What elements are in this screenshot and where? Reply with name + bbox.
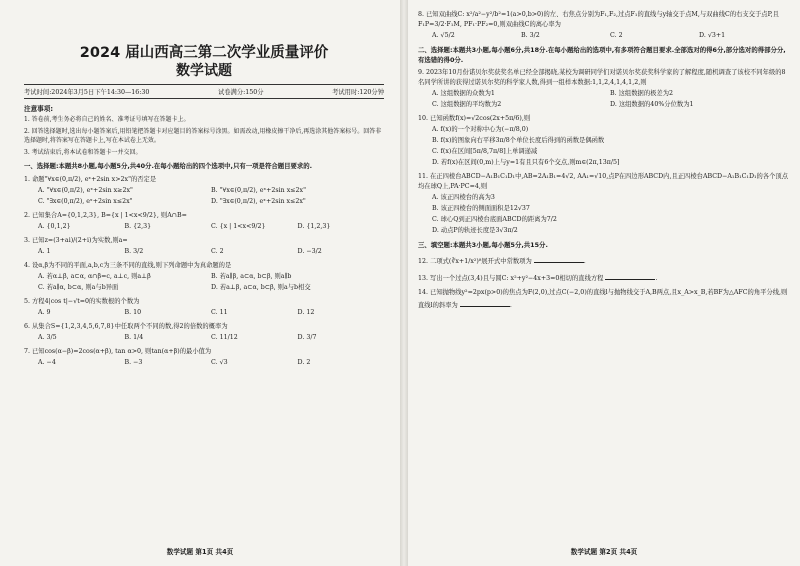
option: A. f(x)的一个对称中心为(−π/8,0) (432, 126, 529, 133)
option: C. "∃x∈(0,π/2), eˣ+2sin x≤2x" (38, 197, 133, 205)
option: D. −3/2 (297, 247, 322, 255)
option: C. 若a∥α, b⊂α, 则a与b异面 (38, 283, 119, 291)
option: A. "∀x∈(0,π/2), eˣ+2sin x≥2x" (38, 186, 133, 194)
question-6 (24, 322, 384, 343)
option: B. 1/4 (124, 333, 144, 341)
question-stem: 5. 方程4|cos t|−√t=0的实数根的个数为 (24, 297, 140, 305)
option: D. 动点P的轨迹长度是3√3π/2 (432, 227, 518, 234)
option: D. 这组数据的40%分位数为1 (610, 101, 694, 108)
exam-subtitle: 数学试题 (176, 63, 232, 79)
options-list (24, 271, 384, 293)
option: A. {0,1,2} (38, 222, 71, 230)
exam-title: 2024 届山西高三第二次学业质量评价 (79, 45, 329, 61)
question-5 (24, 297, 384, 318)
option: A. −4 (38, 358, 56, 366)
question-stem: 2. 已知集合A={0,1,2,3}, B={x | 1<x<9/2}, 则A∩B= (24, 211, 187, 219)
section-heading: 二、选择题:本题共3小题,每小题6分,共18分.在每小题给出的选项中,有多项符合题目要求.全部选对的得6分,部分选对的得部分分,有选错的得0分. (418, 46, 786, 64)
option: B. "∀x∈(0,π/2), eˣ+2sin x≤2x" (211, 186, 306, 194)
option: A. 1 (38, 247, 51, 255)
option: A. 3/5 (38, 333, 57, 341)
option: C. {x | 1<x<9/2} (211, 222, 266, 230)
question-stem: 11. 在正四棱台ABCD−A₁B₁C₁D₁中,AB=2A₁B₁=4√2, AA₁=√10,点P在四边形ABCD内,且正四棱台ABCD−A₁B₁C₁D₁的各个顶点均在球Q上,PA·PC=4,则 (418, 173, 788, 190)
question-stem: 3. 已知z=(3+ai)/(2+i)为实数,则a= (24, 236, 128, 244)
question-stem: 12. 二项式(∛x+1/x²)⁸展开式中常数项为 (418, 257, 532, 265)
page-footer: 数学试题 第1页 共4页 (166, 548, 234, 556)
option: A. 该正四棱台的高为3 (432, 194, 495, 201)
section-heading: 一、选择题:本题共8小题,每小题5分,共40分.在每小题给出的四个选项中,只有一项是符合题目要求的. (24, 162, 313, 170)
option: D. √3+1 (699, 32, 726, 39)
question-stem: 13. 写出一个过点(3,4)且与圆C: x²+y²−4x+3=0相切的直线方程 (418, 274, 604, 282)
question-8 (418, 10, 788, 41)
page-footer: 数学试题 第2页 共4页 (570, 548, 638, 556)
notice-item: 2. 回答选择题时,选出每小题答案后,用铅笔把答题卡对应题目的答案标号涂黑。如需改动,用橡皮擦干净后,再选涂其他答案标号。回答非选择题时,将答案写在答题卡上,写在本试卷上无效。 (24, 127, 382, 144)
options-list (24, 221, 384, 232)
notice-item: 3. 考试结束后,将本试卷和答题卡一并交回。 (24, 148, 142, 156)
option: C. f(x)在区间[5π/8,7π/8]上单调递减 (432, 148, 538, 155)
question-14: 14. 已知抛物线y²=2px(p>0)的焦点为F(2,0),过点C(−2,0)的直线l与抛物线交于A,B两点,且x_A>x_B,若BF为△AFC的角平分线,则直线l的斜率为 . (418, 288, 788, 309)
option: B. {2,3} (124, 222, 152, 230)
question-stem: 10. 已知函数f(x)=√2cos(2x+5π/6),则 (418, 115, 531, 122)
question-3 (24, 236, 384, 257)
question-stem: 1. 命题"∀x∈(0,π/2), eˣ+2sin x>2x"的否定是 (24, 175, 157, 183)
question-1 (24, 175, 384, 207)
answer-blank (534, 254, 584, 263)
question-2 (24, 211, 384, 232)
option: B. −3 (124, 358, 143, 366)
option: D. 若a⊥β, a⊂α, b⊂β, 则a与b相交 (211, 283, 311, 291)
options-list (24, 246, 384, 257)
option: B. 若a∥β, a⊂α, b⊂β, 则a∥b (211, 272, 292, 280)
question-stem: 6. 从集合S={1,2,3,4,5,6,7,8}中任取两个不同的数,得2的倍数的概率为 (24, 322, 228, 330)
question-stem: 14. 已知抛物线y²=2px(p>0)的焦点为F(2,0),过点C(−2,0)的直线l与抛物线交于A,B两点,且x_A>x_B,若BF为△AFC的角平分线,则直线l的斜率为 (418, 288, 788, 309)
section-heading: 三、填空题:本题共3小题,每小题5分,共15分. (418, 241, 548, 249)
exam-score: 试卷满分:150分 (217, 89, 264, 96)
question-11 (418, 172, 788, 236)
options-list (418, 192, 788, 236)
question-stem: 8. 已知双曲线C: x²/a²−y²/b²=1(a>0,b>0)的左、右焦点分别为F₁,F₂,过点F₁的直线与y轴交于点M,与双曲线C的右支交于点P,且F₁P=3/2·F₁M, PF₁·PF₂=0,则双曲线C的离心率为 (418, 11, 779, 28)
option: D. 12 (297, 308, 315, 316)
question-stem: 9. 2023年10月份诺贝尔奖获奖名单已经全部揭晓,某校为调研同学们对诺贝尔奖获奖科学家的了解程度,随机调查了该校不同年级的8名同学所讲的获得过诺贝尔奖的科学家人数,得到一组样本数据:1,1,2,4,1,4,1,2,则 (418, 69, 786, 86)
option: C. 11/12 (211, 333, 238, 341)
option: C. 这组数据的平均数为2 (432, 101, 502, 108)
notice-title: 注意事项: (24, 105, 54, 113)
option: D. "∃x∈(0,π/2), eˣ+2sin x≤2x" (211, 197, 306, 205)
option: A. √5/2 (432, 32, 455, 39)
option: C. 2 (211, 247, 224, 255)
option: B. 10 (124, 308, 142, 316)
question-stem: 4. 设α,β为不同的平面,a,b,c为三条不同的直线,则下列命题中为真命题的是 (24, 261, 232, 269)
option: D. 2 (297, 358, 311, 366)
question-stem: 7. 已知cos(α−β)=2cos(α+β), tan α>0, 则tan(α+β)的最小值为 (24, 347, 212, 355)
option: A. 若α⊥β, a⊂α, α∩β=c, a⊥c, 则a⊥β (38, 272, 151, 280)
exam-info-bar (24, 84, 384, 99)
options-list (24, 185, 384, 207)
question-12: 12. 二项式(∛x+1/x²)⁸展开式中常数项为 . (418, 254, 788, 267)
option: B. 3/2 (521, 32, 540, 39)
option: B. 这组数据的极差为2 (610, 90, 674, 97)
answer-blank (605, 271, 655, 280)
page-fold (400, 0, 408, 566)
option: C. 11 (211, 308, 228, 316)
option: C. 2 (610, 32, 623, 39)
options-list (24, 332, 384, 343)
options-list (418, 88, 788, 110)
option: B. 该正四棱台的侧面面积是12√37 (432, 205, 530, 212)
option: C. 球心Q到正四棱台底面ABCD的距离为7/2 (432, 216, 557, 223)
options-list (418, 30, 788, 41)
option: D. {1,2,3} (297, 222, 331, 230)
option: C. √3 (211, 358, 228, 366)
question-13: 13. 写出一个过点(3,4)且与圆C: x²+y²−4x+3=0相切的直线方程 . (418, 271, 788, 284)
options-list (418, 124, 788, 168)
option: B. f(x)的图象向右平移3π/8个单位长度后得到的函数是偶函数 (432, 137, 605, 144)
question-7 (24, 347, 384, 368)
answer-blank (460, 298, 510, 307)
question-9 (418, 68, 788, 110)
question-4 (24, 261, 384, 293)
option: D. 3/7 (297, 333, 317, 341)
option: D. 若f(x)在区间(0,m)上与y=1有且只有6个交点,则m∈(2π,13π/5] (432, 159, 620, 166)
option: A. 这组数据的众数为1 (432, 90, 495, 97)
option: A. 9 (38, 308, 51, 316)
question-10 (418, 114, 788, 168)
notice-item: 1. 答卷前,考生务必将自己的姓名、准考证号填写在答题卡上。 (24, 116, 190, 123)
options-list (24, 307, 384, 318)
options-list (24, 357, 384, 368)
exam-page-2 (408, 0, 800, 566)
option: B. 3/2 (124, 247, 144, 255)
exam-duration: 考试用时:120分钟 (332, 89, 384, 96)
exam-time: 考试时间:2024年3月5日下午14:30—16:30 (24, 89, 150, 96)
